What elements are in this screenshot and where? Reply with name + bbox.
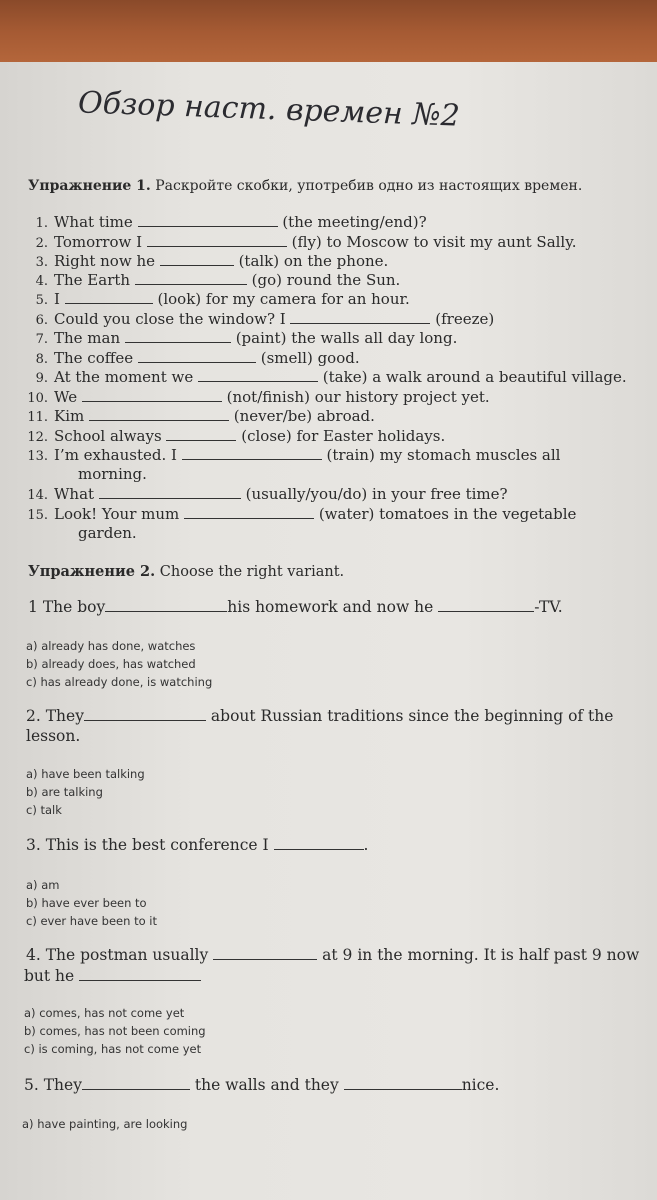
item-number: 5.: [35, 293, 48, 308]
option-b[interactable]: b) have ever been to: [26, 896, 147, 910]
item-hint: (fly) to Moscow to visit my aunt Sally.: [291, 233, 577, 251]
list-item: [20, 329, 457, 349]
item-text: The man: [54, 329, 121, 347]
answer-blank[interactable]: [147, 233, 287, 247]
list-item: [20, 310, 494, 330]
list-item: [20, 388, 490, 408]
question-text: nice.: [461, 1076, 500, 1094]
option-b[interactable]: b) already does, has watched: [26, 657, 196, 671]
item-text: We: [54, 388, 78, 406]
answer-blank[interactable]: [274, 836, 364, 850]
answer-blank[interactable]: [166, 427, 236, 441]
question-text: The boy: [42, 598, 106, 616]
item-hint: (look) for my camera for an hour.: [157, 290, 410, 308]
question-text: the walls and they: [194, 1076, 339, 1094]
question-text: 5. They: [24, 1076, 82, 1094]
list-item: [20, 252, 388, 272]
question-1-options: [26, 637, 212, 691]
answer-blank[interactable]: [125, 329, 231, 343]
answer-blank[interactable]: [184, 505, 314, 519]
question-text: about Russian traditions since the beginning of the: [210, 707, 614, 725]
item-number: 3.: [35, 255, 48, 270]
item-hint: (take) a walk around a beautiful village.: [322, 368, 627, 386]
item-hint: (paint) the walls all day long.: [235, 329, 458, 347]
item-number: 13.: [27, 449, 48, 464]
item-number: 2.: [35, 236, 48, 251]
question-text: 4. The postman usually: [26, 946, 209, 964]
exercise1-instruction: Раскройте скобки, употребив одно из настоящих времен.: [155, 178, 583, 194]
answer-blank[interactable]: [213, 946, 317, 960]
item-number: 6.: [35, 313, 48, 328]
option-a[interactable]: a) have been talking: [26, 767, 145, 781]
exercise2-instruction: Choose the right variant.: [159, 564, 345, 580]
answer-blank[interactable]: [135, 271, 247, 285]
question-2: [26, 707, 613, 725]
question-text: 2. They: [26, 707, 84, 725]
question-2-options: [26, 765, 145, 819]
exercise2-label: Упражнение 2.: [28, 563, 156, 580]
item-hint: (smell) good.: [260, 349, 360, 367]
list-item: [20, 505, 576, 525]
answer-blank[interactable]: [438, 598, 534, 612]
item-continuation: morning.: [78, 465, 147, 483]
item-text: Kim: [54, 407, 85, 425]
item-text: School always: [54, 427, 162, 445]
item-text: What time: [54, 213, 133, 231]
handwritten-title: Обзор наст. времен №2: [77, 85, 461, 134]
answer-blank[interactable]: [290, 310, 430, 324]
item-text: I: [54, 290, 60, 308]
item-number: 8.: [35, 352, 48, 367]
item-number: 10.: [27, 391, 48, 406]
option-a[interactable]: a) am: [26, 878, 60, 892]
list-item: [20, 446, 560, 466]
question-number: 1: [28, 598, 38, 616]
item-hint: (not/finish) our history project yet.: [226, 388, 490, 406]
answer-blank[interactable]: [89, 407, 229, 421]
item-hint: (never/be) abroad.: [233, 407, 375, 425]
list-item: [20, 485, 508, 505]
question-text: but he: [24, 967, 75, 985]
option-c[interactable]: c) talk: [26, 803, 62, 817]
answer-blank[interactable]: [82, 1076, 190, 1090]
question-5-options: [22, 1115, 187, 1133]
answer-blank[interactable]: [344, 1076, 462, 1090]
item-number: 14.: [27, 488, 48, 503]
item-hint: (talk) on the phone.: [238, 252, 389, 270]
item-text: Tomorrow I: [54, 233, 143, 251]
exercise1-label: Упражнение 1.: [28, 178, 151, 194]
question-text: 3. This is the best conference I: [26, 836, 269, 854]
option-c[interactable]: c) is coming, has not come yet: [24, 1042, 202, 1056]
answer-blank[interactable]: [182, 446, 322, 460]
answer-blank[interactable]: [82, 388, 222, 402]
list-item: [20, 349, 360, 369]
option-b[interactable]: b) are talking: [26, 785, 103, 799]
answer-blank[interactable]: [138, 213, 278, 227]
item-number: 11.: [27, 410, 48, 425]
item-text: Could you close the window? I: [54, 310, 286, 328]
list-item: [20, 233, 576, 253]
answer-blank[interactable]: [160, 252, 234, 266]
answer-blank[interactable]: [99, 485, 241, 499]
item-text: Look! Your mum: [54, 505, 180, 523]
list-item: [20, 271, 400, 291]
item-number: 4.: [35, 274, 48, 289]
item-hint: (freeze): [435, 310, 495, 328]
answer-blank[interactable]: [79, 967, 201, 981]
question-4: [26, 946, 639, 964]
item-hint: (close) for Easter holidays.: [241, 427, 446, 445]
question-3-options: [26, 876, 157, 930]
item-text: The Earth: [54, 271, 131, 289]
question-text: at 9 in the morning. It is half past 9 now: [322, 946, 640, 964]
item-number: 1.: [35, 216, 48, 231]
list-item: [20, 213, 427, 233]
list-item: [20, 368, 627, 388]
question-text: his homework and now he: [227, 598, 434, 616]
question-2-continuation: lesson.: [26, 727, 81, 745]
wooden-table-background: [0, 0, 657, 70]
question-5: [24, 1076, 499, 1094]
question-4-continuation: [24, 967, 201, 985]
option-b[interactable]: b) comes, has not been coming: [24, 1024, 206, 1038]
question-1: [28, 598, 563, 616]
option-a[interactable]: a) have painting, are looking: [22, 1117, 188, 1131]
item-hint: (usually/you/do) in your free time?: [245, 485, 508, 503]
item-hint: (go) round the Sun.: [251, 271, 401, 289]
question-text: -TV.: [534, 598, 563, 616]
item-hint: (train) my stomach muscles all: [326, 446, 561, 464]
item-hint: (the meeting/end)?: [282, 213, 427, 231]
question-text: .: [363, 836, 369, 854]
exercise2-heading: [28, 563, 344, 580]
exercise1-heading: [28, 178, 582, 194]
answer-blank[interactable]: [138, 349, 256, 363]
list-item: [20, 407, 375, 427]
question-4-options: [24, 1004, 206, 1058]
option-a[interactable]: a) already has done, watches: [26, 639, 196, 653]
answer-blank[interactable]: [65, 290, 153, 304]
item-number: 7.: [35, 332, 48, 347]
item-text: Right now he: [54, 252, 155, 270]
answer-blank[interactable]: [105, 598, 227, 612]
item-number: 9.: [35, 371, 48, 386]
list-item: [20, 427, 445, 447]
item-number: 15.: [27, 508, 48, 523]
item-text: The coffee: [54, 349, 134, 367]
item-hint: (water) tomatoes in the vegetable: [318, 505, 577, 523]
option-a[interactable]: a) comes, has not come yet: [24, 1006, 185, 1020]
question-3: [26, 836, 368, 854]
option-c[interactable]: c) has already done, is watching: [26, 675, 213, 689]
answer-blank[interactable]: [84, 707, 206, 721]
option-c[interactable]: c) ever have been to it: [26, 914, 157, 928]
item-text: I’m exhausted. I: [54, 446, 177, 464]
item-continuation: garden.: [78, 524, 137, 542]
list-item: [20, 290, 410, 310]
answer-blank[interactable]: [198, 368, 318, 382]
item-number: 12.: [27, 430, 48, 445]
item-text: What: [54, 485, 95, 503]
item-text: At the moment we: [54, 368, 194, 386]
